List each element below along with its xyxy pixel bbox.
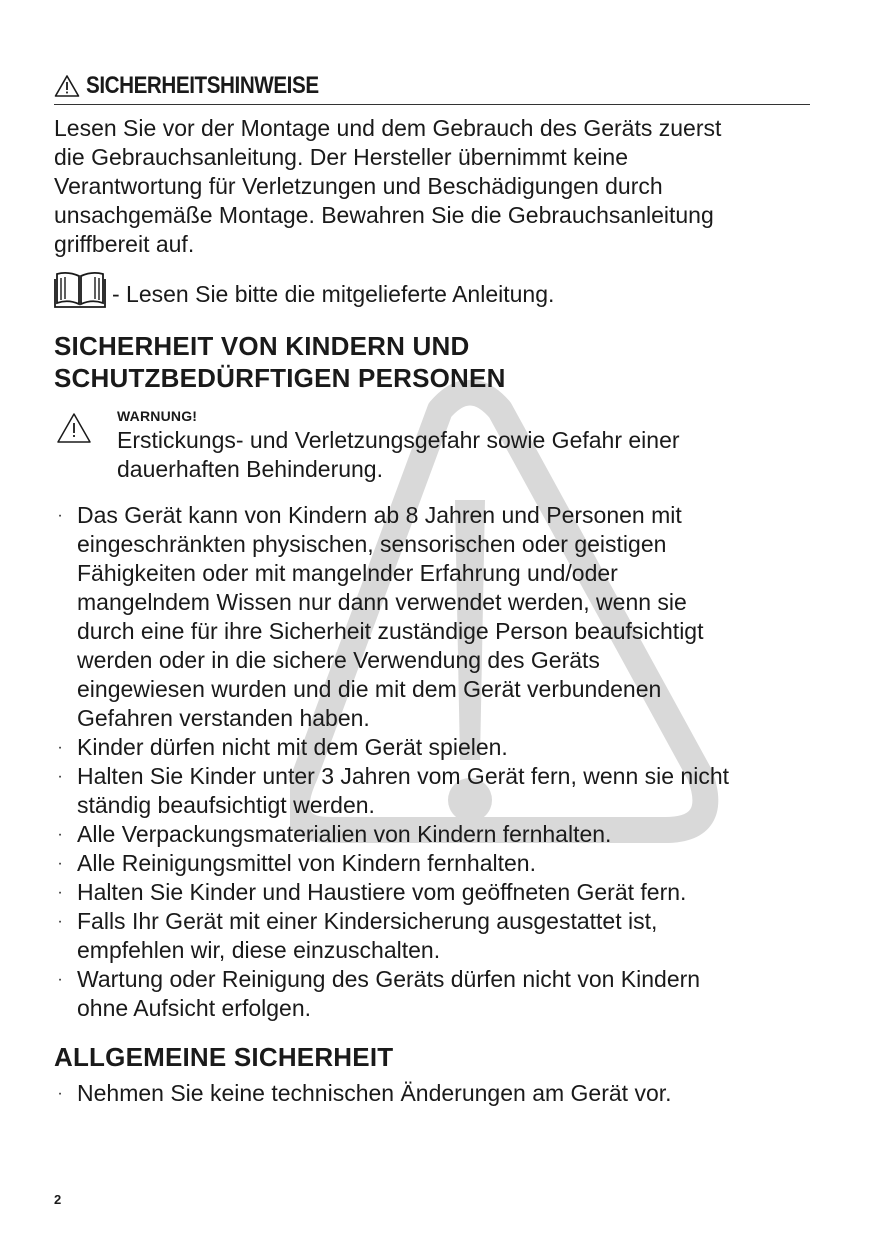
manual-note-text: - Lesen Sie bitte die mitgelieferte Anleitung. [112,281,555,307]
list-item: · Das Gerät kann von Kindern ab 8 Jahren und Personen mit eingeschränkten physischen, sensorischen oder geistigen Fähigkeiten oder mit mangelnder Erfahrung und/oder mangelndem Wissen nur dann verwendet werden, wenn sie durch eine für ihre Sicherheit zuständige Person beaufsichtigt werden oder in die sichere Verwendung des Geräts eingewiesen wurden und die mit dem Gerät verbundenen Gefahren verstanden haben. [54,501,814,733]
open-book-icon [54,271,106,309]
intro-line: Verantwortung für Verletzungen und Beschädigungen durch [54,173,663,199]
bullet: · [57,739,63,756]
bullet: · [57,855,63,872]
intro-line: die Gebrauchsanleitung. Der Hersteller übernimmt keine [54,144,629,170]
bullet: · [57,768,63,785]
list-item: · Kinder dürfen nicht mit dem Gerät spielen. [54,733,814,762]
intro-line: Lesen Sie vor der Montage und dem Gebrauch des Geräts zuerst [54,115,722,141]
list-item: · Alle Verpackungsmaterialien von Kindern fernhalten. [54,820,814,849]
list-item: · Halten Sie Kinder und Haustiere vom geöffneten Gerät fern. [54,878,814,907]
list-item: · Halten Sie Kinder unter 3 Jahren vom Gerät fern, wenn sie nicht ständig beaufsichtigt werden. [54,762,814,820]
list-item: · Nehmen Sie keine technischen Änderungen am Gerät vor. [54,1079,814,1108]
bullet: · [57,971,63,988]
section-title-general: ALLGEMEINE SICHERHEIT [54,1042,394,1072]
list-item: · Alle Reinigungsmittel von Kindern fernhalten. [54,849,814,878]
list-item: · Wartung oder Reinigung des Geräts dürfen nicht von Kindern ohne Aufsicht erfolgen. [54,965,814,1023]
intro-paragraph [54,114,814,259]
bullet: · [57,884,63,901]
warning-text: Erstickungs- und Verletzungsgefahr sowie Gefahr einer dauerhaften Behinderung. [117,427,680,482]
intro-line: unsachgemäße Montage. Bewahren Sie die Gebrauchsanleitung [54,202,714,228]
bullet: · [57,507,63,524]
list-item: · Falls Ihr Gerät mit einer Kindersicherung ausgestattet ist, empfehlen wir, diese einzuschalten. [54,907,814,965]
kids-safety-list [54,501,814,1023]
warning-triangle-icon [54,74,80,98]
bullet: · [57,913,63,930]
bullet: · [57,1085,63,1102]
intro-line: griffbereit auf. [54,231,195,257]
manual-note [54,271,554,309]
page-title: SICHERHEITSHINWEISE [86,72,319,99]
section-title-kids: SICHERHEIT VON KINDERN UND SCHUTZBEDÜRFTIGEN PERSONEN [54,331,506,393]
bullet: · [57,826,63,843]
warning-triangle-icon [56,412,92,444]
safety-header [54,68,810,105]
page-number: 2 [54,1192,62,1207]
general-safety-list [54,1079,814,1108]
warning-label: WARNUNG! [117,408,198,424]
